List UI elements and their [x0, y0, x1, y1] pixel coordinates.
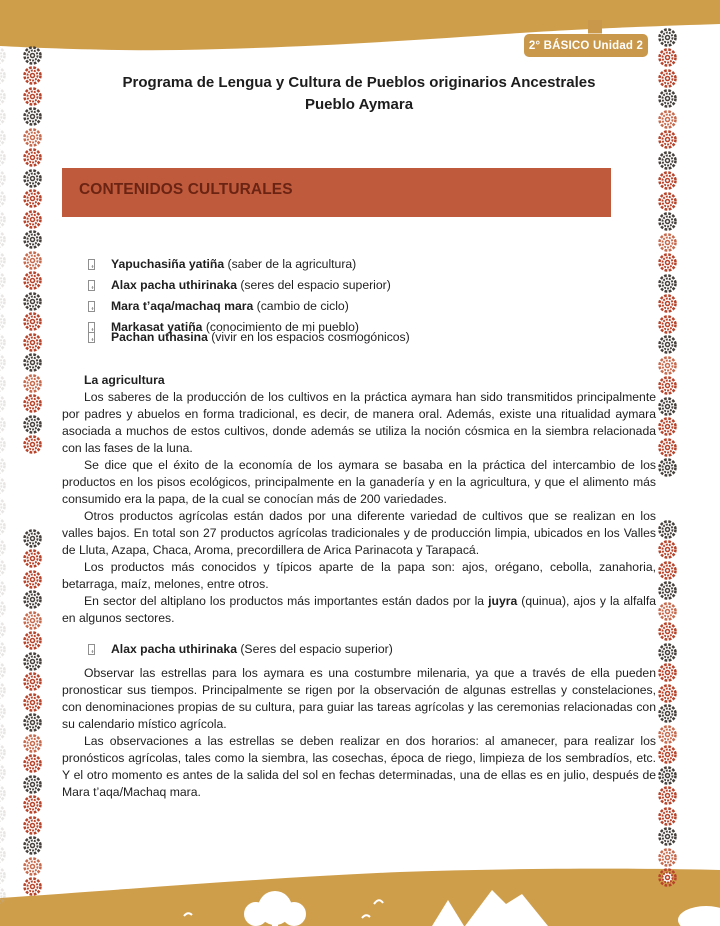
rosette-icon [0, 844, 7, 865]
rosette-icon [657, 683, 678, 704]
rosette-icon [657, 211, 678, 232]
rosette-icon [22, 311, 43, 332]
rosette-icon [22, 876, 43, 897]
rosette-icon [657, 129, 678, 150]
rosette-icon [657, 867, 678, 888]
bold-term: juyra [488, 594, 518, 608]
rosette-icon [22, 106, 43, 127]
paragraph: Los productos más conocidos y típicos aparte de la papa son: ajos, orégano, cebolla, zanahoria, betarraga, maíz, melones, entre otros. [62, 560, 656, 591]
rosette-icon [22, 229, 43, 250]
paragraph: Otros productos agrícolas están dados por una diferente variedad de cultivos que se realizan en los valles bajos. En total son 27 productos agrícolas tradicionales y de producción limpia, ubicados en los Valles de Lluta, Azapa, Chaca, Aroma, precordillera de Arica Parinacota y Tarapacá. [62, 509, 656, 557]
rosette-icon [657, 580, 678, 601]
rosette-icon [657, 88, 678, 109]
rosette-icon [0, 168, 7, 189]
title-line-1: Programa de Lengua y Cultura de Pueblos originarios Ancestrales [122, 74, 596, 91]
rosette-icon [657, 293, 678, 314]
rosette-icon [22, 188, 43, 209]
rosette-icon [0, 65, 7, 86]
subtopic-item [62, 641, 656, 658]
rosette-icon [22, 835, 43, 856]
rosette-icon [22, 250, 43, 271]
section-banner-label: CONTENIDOS CULTURALES [79, 181, 293, 198]
missing-glyph-bullet-icon [88, 280, 95, 291]
topic-item [62, 277, 656, 294]
rosette-icon [0, 229, 7, 250]
topic-gloss: (conocimiento de mi pueblo) [205, 320, 359, 334]
rosette-icon [657, 416, 678, 437]
rosette-icon [657, 314, 678, 335]
rosette-icon [0, 680, 7, 701]
rosette-icon [657, 252, 678, 273]
rosette-icon [0, 250, 7, 271]
rosette-icon [0, 865, 7, 886]
rosette-icon [22, 414, 43, 435]
missing-glyph-bullet-icon [88, 259, 95, 270]
document-title [62, 72, 656, 116]
rosette-icon [0, 762, 7, 783]
rosette-icon [22, 393, 43, 414]
rosette-icon [657, 826, 678, 847]
rosette-icon [22, 733, 43, 754]
rosette-icon [0, 783, 7, 804]
rosette-icon [0, 537, 7, 558]
rosette-icon [657, 621, 678, 642]
rosette-icon [22, 65, 43, 86]
rosette-icon [22, 753, 43, 774]
rosette-icon [657, 396, 678, 417]
rosette-icon [0, 496, 7, 517]
rosette-icon [657, 785, 678, 806]
rosette-icon [657, 191, 678, 212]
rosette-icon [657, 560, 678, 581]
rosette-icon [0, 824, 7, 845]
rosette-icon [22, 86, 43, 107]
rosette-icon [0, 742, 7, 763]
rosette-icon [657, 355, 678, 376]
rosette-icon [0, 475, 7, 496]
rosette-icon [0, 619, 7, 640]
rosette-icon [657, 847, 678, 868]
rosette-icon [0, 557, 7, 578]
rosette-icon [0, 147, 7, 168]
subtopic-gloss: (Seres del espacio superior) [240, 642, 393, 656]
rosette-icon [0, 516, 7, 537]
rosette-icon [22, 352, 43, 373]
rosette-icon [0, 311, 7, 332]
topic-term: Yapuchasiña yatiña [111, 257, 225, 271]
rosette-icon [0, 701, 7, 722]
rosette-icon [0, 598, 7, 619]
rosette-icon [657, 744, 678, 765]
rosette-icon [657, 457, 678, 478]
rosette-icon [0, 188, 7, 209]
rosette-icon [0, 291, 7, 312]
topic-item [62, 256, 656, 273]
unit-badge-label: 2° BÁSICO Unidad 2 [528, 39, 644, 52]
rosette-icon [0, 106, 7, 127]
rosette-icon [22, 528, 43, 549]
rosette-icon [22, 651, 43, 672]
paragraph: Los saberes de la producción de los cultivos en la práctica aymara han sido transmitidos principalmente por padres y abuelos en forma tradicional, es decir, de manera oral. Además, existe una ritualidad aymara asociada a muchos de estos cultivos, donde además se utiliza la noción cósmica en la siembra relacionada con las fases de la luna. [62, 390, 656, 455]
rosette-icon [0, 127, 7, 148]
rosette-icon [657, 375, 678, 396]
rosette-icon [22, 569, 43, 590]
rosette-icon [0, 455, 7, 476]
tree-trunk [272, 916, 278, 926]
rosette-icon [657, 806, 678, 827]
rosette-icon [657, 601, 678, 622]
rosette-icon [0, 578, 7, 599]
rosette-icon [0, 270, 7, 291]
rosette-icon [657, 662, 678, 683]
rosette-icon [657, 150, 678, 171]
topic-gloss: (saber de la agricultura) [227, 257, 357, 271]
rosette-icon [22, 127, 43, 148]
subtopic-term: Alax pacha uthirinaka [111, 642, 237, 656]
missing-glyph-bullet-icon [88, 644, 95, 655]
title-line-2: Pueblo Aymara [304, 95, 414, 113]
page-content [62, 256, 656, 801]
paragraph: Las observaciones a las estrellas se deben realizar en dos horarios: al amanecer, para realizar los pronósticos agrícolas, tales como la siembra, las cosechas, época de riego, limpieza de los sembradíos, etc. Y el otro momento es antes de la salida del sol en fechas determinadas, una de ellas es en julio, después de Mara t’aqa/Machaq mara. [62, 734, 656, 799]
rosette-icon [657, 68, 678, 89]
rosette-icon [0, 660, 7, 681]
footer-gold-wave [0, 869, 720, 926]
rosette-icon [0, 45, 7, 66]
rosette-icon [0, 885, 7, 906]
rosette-icon [0, 434, 7, 455]
rosette-icon [657, 109, 678, 130]
rosette-icon [0, 209, 7, 230]
rosette-icon [0, 803, 7, 824]
rosette-icon [657, 724, 678, 745]
rosette-icon [22, 45, 43, 66]
rosette-icon [657, 27, 678, 48]
footer-landscape [0, 862, 720, 926]
rosette-icon [657, 232, 678, 253]
rosette-icon [657, 437, 678, 458]
rosette-icon [22, 671, 43, 692]
paragraph-text: En sector del altiplano los productos más importantes están dados por la [84, 594, 489, 608]
rosette-icon [22, 147, 43, 168]
rosette-icon [0, 373, 7, 394]
rosette-icon [22, 856, 43, 877]
rosette-icon [657, 539, 678, 560]
rosette-icon [22, 712, 43, 733]
rosette-icon [22, 692, 43, 713]
paragraph: Observar las estrellas para los aymara es una costumbre milenaria, ya que a través de ella pueden pronosticar sus tiempos. Principalmente se rigen por la observación de algunas estrellas y constelaciones, con denominaciones propias de su cultura, para guiar las tareas agrícolas y las ceremonias relacionadas con su calendario místico agrícola. [62, 666, 656, 731]
body-heading: La agricultura [84, 373, 165, 387]
paragraph [62, 593, 656, 627]
topic-term: Pachan uthasina [111, 330, 208, 344]
rosette-icon [657, 170, 678, 191]
topic-gloss: (cambio de ciclo) [256, 299, 349, 313]
missing-glyph-bullet-icon [88, 332, 95, 343]
rosette-icon [22, 291, 43, 312]
rosette-icon [0, 414, 7, 435]
rosette-icon [22, 794, 43, 815]
rosette-icon [0, 86, 7, 107]
topic-gloss: (seres del espacio superior) [240, 278, 391, 292]
rosette-icon [0, 393, 7, 414]
rosette-icon [657, 519, 678, 540]
rosette-icon [657, 334, 678, 355]
rosette-icon [22, 548, 43, 569]
rosette-icon [22, 373, 43, 394]
paragraph-text: (quinua), ajos y la alfalfa en algunos sectores. [62, 594, 656, 625]
section-banner [62, 168, 611, 217]
rosette-icon [657, 47, 678, 68]
rosette-icon [22, 630, 43, 651]
rosette-icon [22, 815, 43, 836]
rosette-icon [22, 589, 43, 610]
topic-term: Markasat yatiña [111, 320, 203, 334]
rosette-icon [22, 774, 43, 795]
rosette-icon [0, 352, 7, 373]
tree-icon [282, 902, 306, 926]
rosette-icon [0, 332, 7, 353]
rosette-icon [0, 639, 7, 660]
paragraph: Se dice que el éxito de la economía de los aymara se basaba en la práctica del intercambio de los productos en los pisos ecológicos, principalmente en la ganadería y en la agricultura, y que el alimento más consumido era la papa, de la cual se conocían más de 200 variedades. [62, 458, 656, 506]
rosette-icon [0, 721, 7, 742]
rosette-icon [22, 332, 43, 353]
rosette-icon [657, 273, 678, 294]
rosette-icon [657, 642, 678, 663]
rosette-icon [22, 168, 43, 189]
topic-term: Mara t’aqa/machaq mara [111, 299, 254, 313]
rosette-icon [22, 434, 43, 455]
unit-badge [524, 34, 648, 57]
tree-icon [244, 902, 268, 926]
rosette-icon [657, 765, 678, 786]
rosette-icon [657, 703, 678, 724]
rosette-icon [22, 270, 43, 291]
rosette-icon [22, 209, 43, 230]
topic-item [62, 298, 656, 315]
topic-term: Alax pacha uthirinaka [111, 278, 237, 292]
topic-item [62, 329, 656, 346]
topic-gloss: (vivir en los espacios cosmogónicos) [211, 330, 410, 344]
rosette-icon [22, 610, 43, 631]
missing-glyph-bullet-icon [88, 301, 95, 312]
